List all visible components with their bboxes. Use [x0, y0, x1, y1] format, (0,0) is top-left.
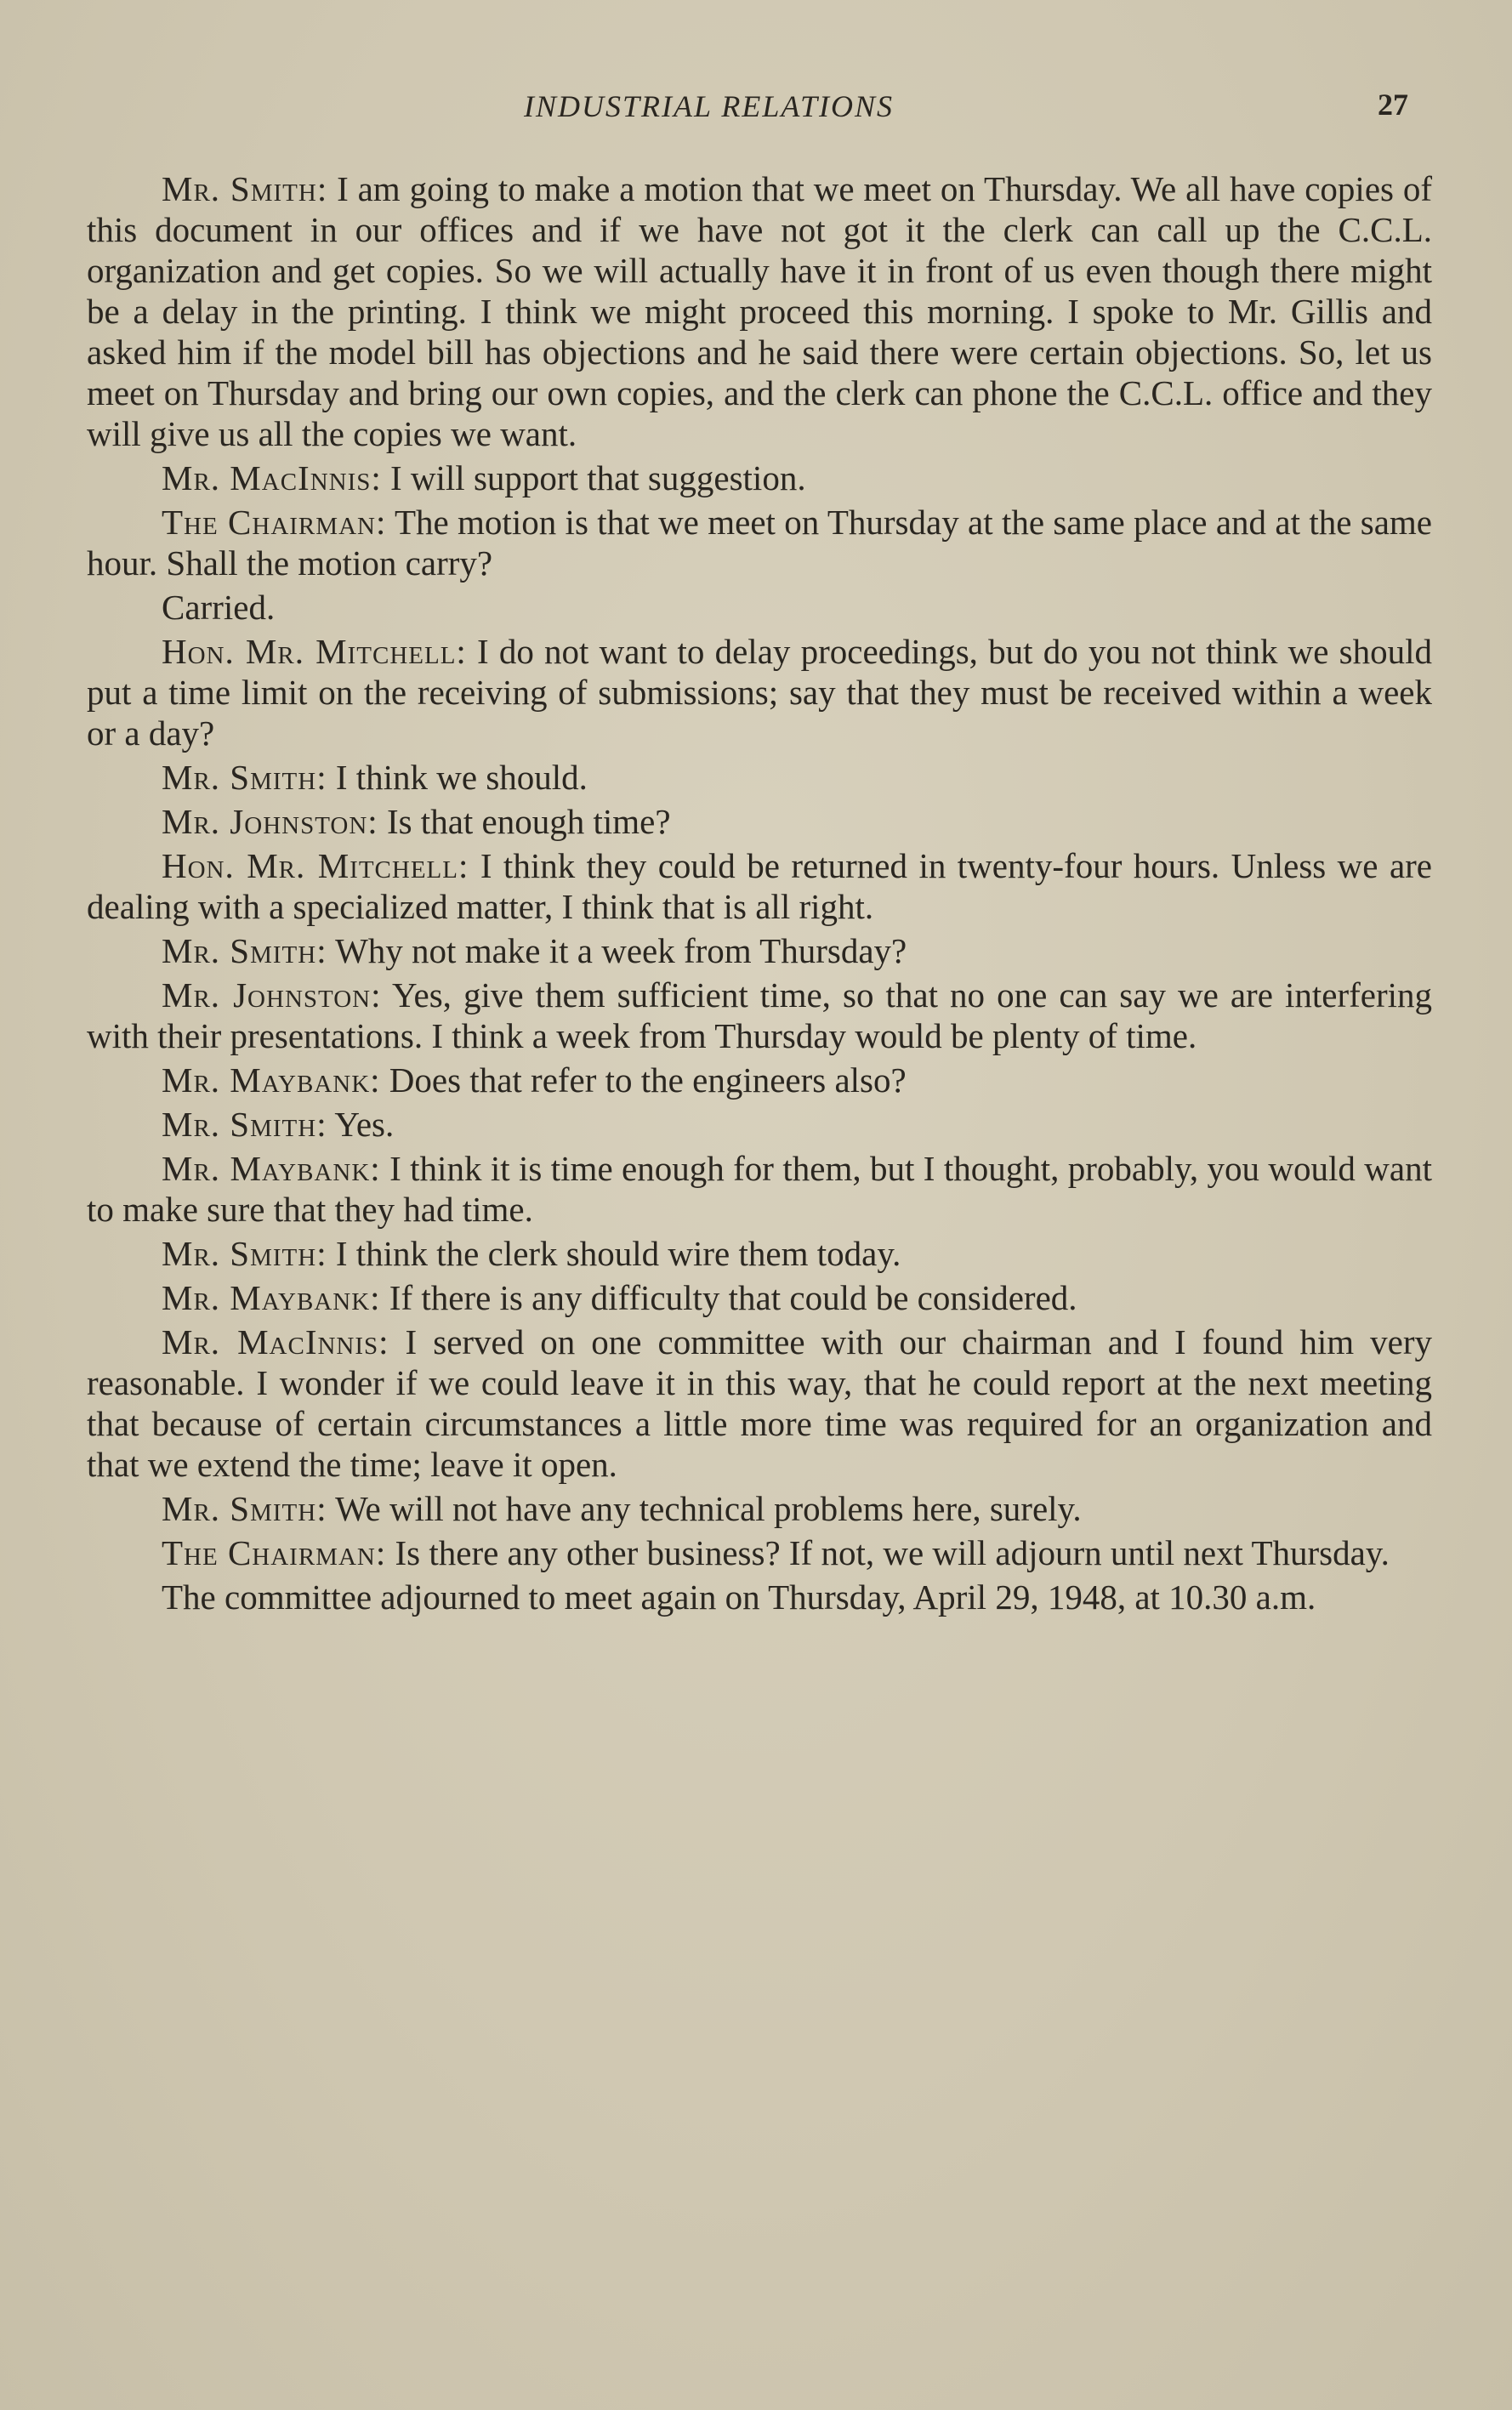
- speaker-name: The Chairman:: [162, 1533, 387, 1572]
- paragraph: [87, 1104, 1432, 1145]
- speaker-name: Mr. Johnston:: [162, 802, 378, 841]
- speaker-name: Mr. Smith:: [162, 169, 328, 208]
- speech-text: The motion is that we meet on Thursday at the same place and at the same hour. Shall the motion carry?: [87, 503, 1432, 583]
- speech-text: Carried.: [162, 588, 276, 627]
- paragraph: [87, 975, 1432, 1056]
- speaker-name: Mr. Smith:: [162, 1105, 327, 1144]
- paragraph: [87, 1060, 1432, 1100]
- speech-text: The committee adjourned to meet again on Thursday, April 29, 1948, at 10.30 a.m.: [162, 1577, 1316, 1617]
- speaker-name: Hon. Mr. Mitchell:: [162, 632, 467, 671]
- speaker-name: Mr. Johnston:: [162, 975, 382, 1015]
- paragraph: [87, 757, 1432, 798]
- paragraph: [87, 1277, 1432, 1318]
- paragraph: [87, 1148, 1432, 1230]
- paragraph: [87, 845, 1432, 927]
- speaker-name: Mr. Smith:: [162, 1234, 327, 1273]
- speaker-name: Mr. Maybank:: [162, 1060, 381, 1100]
- speech-text: Yes.: [327, 1105, 395, 1144]
- speech-text: I think they could be returned in twenty-four hours. Unless we are dealing with a specialized matter, I think that is all right.: [87, 846, 1432, 926]
- speaker-name: Mr. MacInnis:: [162, 458, 382, 497]
- paragraph: [87, 1233, 1432, 1274]
- page-header: [0, 88, 1512, 131]
- paragraph: [87, 801, 1432, 842]
- speaker-name: Mr. Smith:: [162, 931, 327, 970]
- paragraph: [87, 631, 1432, 753]
- speech-text: I do not want to delay proceedings, but do you not think we should put a time limit on the receiving of submissions; say that they must be received within a week or a day?: [87, 632, 1432, 753]
- speech-text: I think we should.: [327, 758, 588, 797]
- speaker-name: Mr. Smith:: [162, 758, 327, 797]
- speech-text: Is there any other business? If not, we will adjourn until next Thursday.: [386, 1533, 1390, 1572]
- page-number: 27: [1378, 88, 1408, 122]
- paragraph: [87, 168, 1432, 454]
- paragraph: [87, 1577, 1432, 1617]
- speaker-name: Mr. Maybank:: [162, 1149, 381, 1188]
- paragraph: [87, 930, 1432, 971]
- paragraph: [87, 1322, 1432, 1485]
- speech-text: Yes, give them sufficient time, so that no one can say we are interfering with their presentations. I think a week from Thursday would be plenty of time.: [87, 975, 1432, 1055]
- speaker-name: Mr. MacInnis:: [162, 1322, 389, 1361]
- paragraph: [87, 458, 1432, 498]
- paragraph: [87, 502, 1432, 583]
- transcript-body: [87, 168, 1432, 1621]
- speech-text: Why not make it a week from Thursday?: [327, 931, 907, 970]
- speaker-name: The Chairman:: [162, 503, 387, 542]
- speech-text: Is that enough time?: [378, 802, 671, 841]
- speaker-name: Mr. Maybank:: [162, 1278, 381, 1317]
- running-head: INDUSTRIAL RELATIONS: [524, 89, 895, 123]
- speech-text: I am going to make a motion that we meet on Thursday. We all have copies of this document in our offices and if we have not got it the clerk can call up the C.C.L. organization and get copies. So we will actually have it in front of us even though there might be a delay in the printing. I think we might proceed this morning. I spoke to Mr. Gillis and asked him if the model bill has objections and he said there were certain objections. So, let us meet on Thursday and bring our own copies, and the clerk can phone the C.C.L. office and they will give us all the copies we want.: [87, 169, 1432, 453]
- paragraph: [87, 1532, 1432, 1573]
- speech-text: I will support that suggestion.: [381, 458, 806, 497]
- paragraph: [87, 1488, 1432, 1529]
- speech-text: I served on one committee with our chairman and I found him very reasonable. I wonder if we could leave it in this way, that he could report at the next meeting that because of certain circumstances a little more time was required for an organization and that we extend the time; leave it open.: [87, 1322, 1432, 1484]
- speech-text: Does that refer to the engineers also?: [380, 1060, 907, 1100]
- speech-text: I think it is time enough for them, but I thought, probably, you would want to make sure that they had time.: [87, 1149, 1432, 1229]
- speech-text: If there is any difficulty that could be considered.: [380, 1278, 1077, 1317]
- speaker-name: Mr. Smith:: [162, 1489, 327, 1528]
- speech-text: I think the clerk should wire them today.: [327, 1234, 901, 1273]
- speech-text: We will not have any technical problems here, surely.: [327, 1489, 1082, 1528]
- paragraph: [87, 587, 1432, 628]
- speaker-name: Hon. Mr. Mitchell:: [162, 846, 469, 885]
